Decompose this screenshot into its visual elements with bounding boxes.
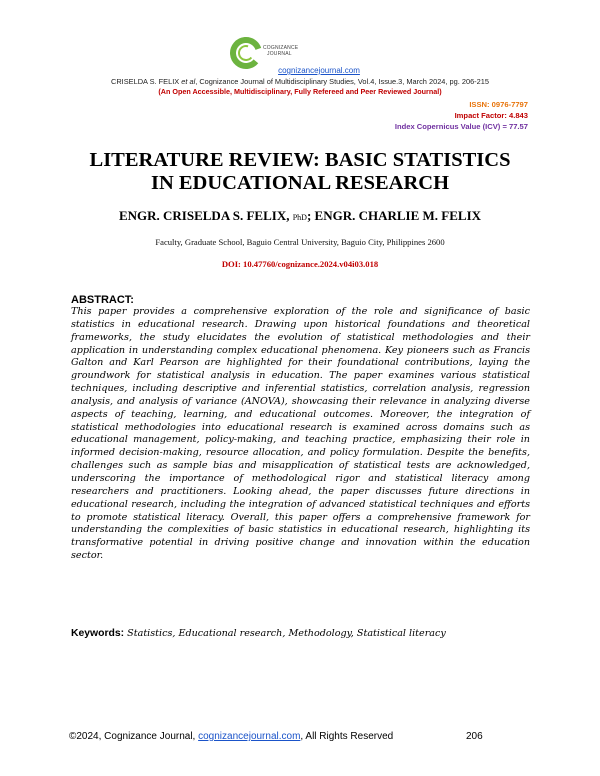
abstract-text: This paper provides a comprehensive exploration of the role and significance of basic statistics in educational research. Drawing upon historical foundations and theoretical frameworks, the study elucidates the evolution of statistical methodologies and their application in understanding complex educational phenomena. Key pioneers such as Francis Galton and Karl Pearson are highlighted for their foundational contributions, laying the groundwork for statistical analysis in education. The paper examines various statistical techniques, including descriptive and inferential statistics, correlation analysis, regression analysis, and analysis of variance (ANOVA), showcasing their relevance in analyzing diverse aspects of teaching, learning, and educational outcomes. Moreover, the integration of statistical methodologies into educational research is examined across domains such as educational management, policy-making, and teaching practice, emphasizing their role in informed decision-making, resource allocation, and policy formulation. Despite the benefits, challenges such as sample bias and misapplication of statistical tests are acknowledged, underscoring the importance of methodological rigor and statistical literacy among researchers and practitioners. Looking ahead, the paper discusses future directions in educational research, including the integration of advanced statistical techniques and efforts to promote statistical literacy. Overall, this paper offers a comprehensive framework for understanding the complexities of basic statistics in educational research, highlighting its transformative potential in driving positive change and innovation within the education sector. [71,306,530,562]
footer-prefix: ©2024, Cognizance Journal, [69,731,199,742]
keywords [71,628,446,639]
authors [0,208,600,224]
footer-copyright [69,731,393,742]
logo-line-1: COGNIZANCE [263,45,299,51]
footer-suffix: , All Rights Reserved [300,731,394,742]
affiliation: Faculty, Graduate School, Baguio Central University, Baguio City, Philippines 2600 [155,237,445,247]
citation-details: , Cognizance Journal of Multidisciplinary Studies, Vol.4, Issue.3, March 2024, pg. 206-215 [195,77,489,86]
issn: ISSN: 0976-7797 [469,100,528,109]
citation-etal: et al [181,77,196,86]
page-number: 206 [466,731,483,742]
logo-wordmark [263,45,298,57]
icv-value: Index Copernicus Value (ICV) = 77.57 [394,122,528,131]
keywords-label: Keywords: [71,628,125,639]
title-line-1: LITERATURE REVIEW: BASIC STATISTICS [89,149,511,171]
doi[interactable]: DOI: 10.47760/cognizance.2024.v04i03.018 [221,259,379,269]
site-link[interactable]: cognizancejournal.com [278,66,360,75]
logo-c-icon [229,36,263,70]
author-2: ; ENGR. CHARLIE M. FELIX [306,208,482,223]
citation-author: CRISELDA S. FELIX [111,77,182,86]
paper-title [60,149,540,195]
author-1: ENGR. CRISELDA S. FELIX, [118,208,293,223]
impact-factor: Impact Factor: 4.843 [454,111,528,120]
footer-link[interactable]: cognizancejournal.com [198,731,301,742]
journal-logo [229,36,349,70]
citation-line [0,77,600,86]
author-1-degree: PhD [292,213,307,222]
logo-line-2: JOURNAL [267,51,292,57]
open-access-note: (An Open Accessible, Multidisciplinary, Fully Refereed and Peer Reviewed Journal) [158,87,442,96]
abstract-heading: ABSTRACT: [71,294,134,306]
keywords-list: Statistics, Educational research, Methodology, Statistical literacy [124,628,446,639]
title-line-2: IN EDUCATIONAL RESEARCH [150,172,450,194]
